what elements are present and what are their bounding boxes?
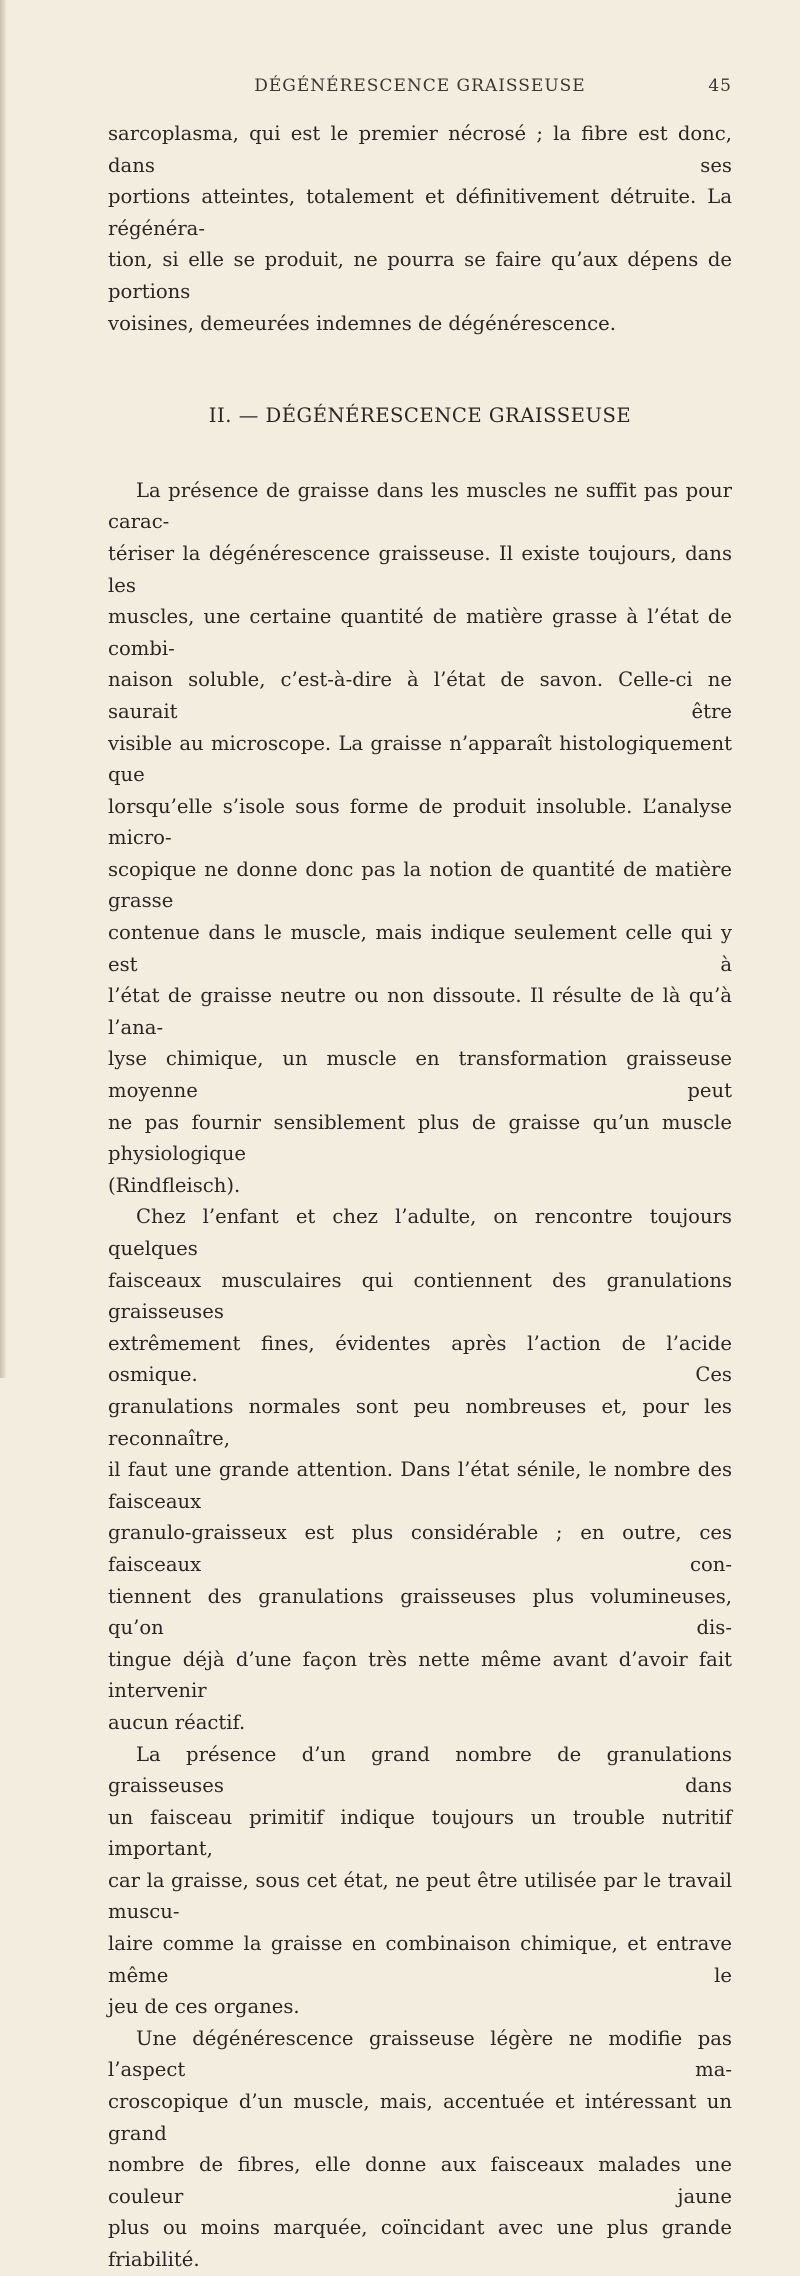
text-line: naison soluble, c’est-à-dire à l’état de savon. Celle-ci ne saurait être	[108, 668, 732, 723]
text-line: lyse chimique, un muscle en transformation graisseuse moyenne peut	[108, 1047, 732, 1103]
text-line: tériser la dégénérescence graisseuse. Il existe toujours, dans les	[108, 541, 732, 597]
text-line: un faisceau primitif indique toujours un trouble nutritif important,	[108, 1805, 732, 1861]
text-line: Une dégénérescence graisseuse légère ne modifie pas l’aspect ma-	[108, 2026, 732, 2082]
text-line: tingue déjà d’une façon très nette même avant d’avoir fait intervenir	[108, 1647, 732, 1703]
text-line: contenue dans le muscle, mais indique seulement celle qui y est à	[108, 921, 732, 976]
text-line: sarcoplasma, qui est le premier nécrosé ; la fibre est donc, dans ses	[108, 122, 732, 177]
text-line: La présence de graisse dans les muscles ne suffit pas pour carac-	[108, 478, 732, 534]
text-line: tion, si elle se produit, ne pourra se faire qu’aux dépens de portions	[108, 248, 732, 303]
text-line: car la graisse, sous cet état, ne peut être utilisée par le travail muscu-	[108, 1868, 732, 1924]
text-line: visible au microscope. La graisse n’apparaît histologiquement que	[108, 731, 732, 787]
text-line: ne pas fournir sensiblement plus de graisse qu’un muscle physiologique	[108, 1110, 732, 1166]
text-line: tiennent des granulations graisseuses plus volumineuses, qu’on dis-	[108, 1584, 732, 1640]
running-head	[108, 76, 732, 104]
page-binding-edge	[0, 0, 6, 1378]
page-body	[108, 118, 732, 2276]
text-line: lorsqu’elle s’isole sous forme de produit insoluble. L’analyse micro-	[108, 794, 732, 850]
text-line: muscles, une certaine quantité de matière grasse à l’état de combi-	[108, 605, 732, 660]
text-line: aucun réactif.	[108, 1710, 246, 1734]
text-line: il faut une grande attention. Dans l’état sénile, le nombre des faisceaux	[108, 1458, 732, 1513]
text-line: jeu de ces organes.	[108, 1995, 300, 2019]
section-heading: II. — DÉGÉNÉRESCENCE GRAISSEUSE	[208, 404, 632, 428]
text-line: portions atteintes, totalement et définitivement détruite. La régénéra-	[108, 185, 732, 240]
text-line: scopique ne donne donc pas la notion de quantité de matière grasse	[108, 857, 732, 913]
text-line: (Rindfleisch).	[108, 1173, 241, 1197]
running-head-title: DÉGÉNÉRESCENCE GRAISSEUSE	[254, 76, 586, 96]
text-line: l’état de graisse neutre ou non dissoute. Il résulte de là qu’à l’ana-	[108, 984, 732, 1039]
text-line: granulations normales sont peu nombreuses et, pour les reconnaître,	[108, 1394, 732, 1450]
text-line: extrêmement fines, évidentes après l’action de l’acide osmique. Ces	[108, 1331, 732, 1387]
text-line: nombre de fibres, elle donne aux faisceaux malades une couleur jaune	[108, 2153, 732, 2208]
text-line: Chez l’enfant et chez l’adulte, on rencontre toujours quelques	[108, 1205, 732, 1260]
text-line: laire comme la graisse en combinaison chimique, et entrave même le	[108, 1932, 732, 1987]
text-line: granulo-graisseux est plus considérable ; en outre, ces faisceaux con-	[108, 1521, 732, 1576]
text-line: La présence d’un grand nombre de granulations graisseuses dans	[108, 1742, 732, 1798]
text-line: voisines, demeurées indemnes de dégénérescence.	[108, 311, 616, 335]
text-line: croscopique d’un muscle, mais, accentuée et intéressant un grand	[108, 2090, 732, 2145]
text-line: faisceaux musculaires qui contiennent des granulations graisseuses	[108, 1268, 732, 1324]
text-line: plus ou moins marquée, coïncidant avec une plus grande friabilité.	[108, 2216, 732, 2271]
page-number: 45	[708, 76, 732, 96]
